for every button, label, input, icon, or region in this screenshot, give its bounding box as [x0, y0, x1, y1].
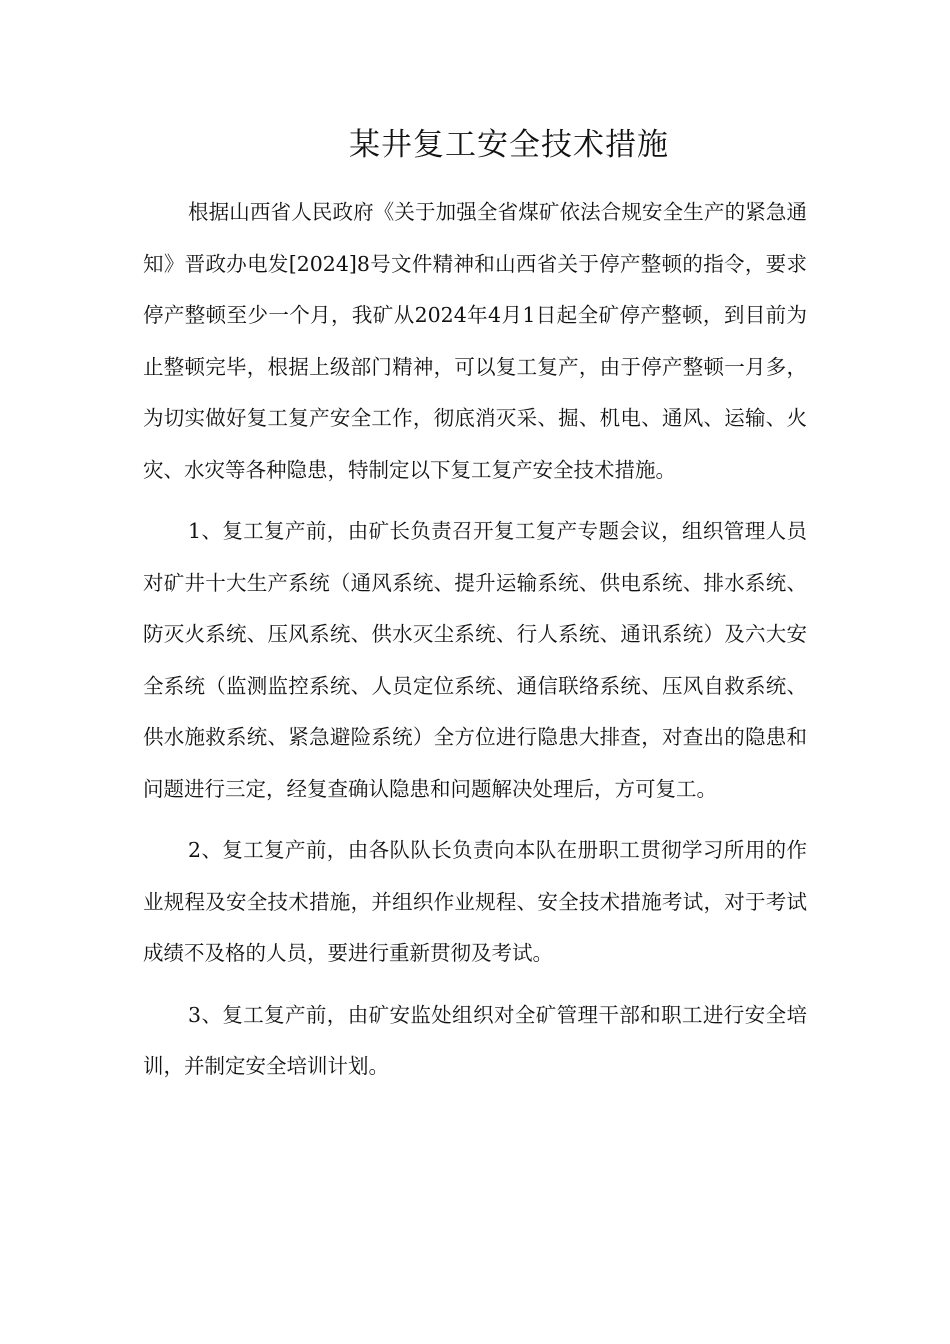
measure-1-paragraph: 1、复工复产前，由矿长负责召开复工复产专题会议，组织管理人员对矿井十大生产系统（通风系统、提升运输系统、供电系统、排水系统、防灭火系统、压风系统、供水灭尘系统、行人系统、通讯系统）及六大安全系统（监测监控系统、人员定位系统、通信联络系统、压风自救系统、供水施救系统、紧急避险系统）全方位进行隐患大排查，对查出的隐患和问题进行三定，经复查确认隐患和问题解决处理后，方可复工。	[143, 519, 807, 801]
measure-2-paragraph: 2、复工复产前，由各队队长负责向本队在册职工贯彻学习所用的作业规程及安全技术措施，并组织作业规程、安全技术措施考试，对于考试成绩不及格的人员，要进行重新贯彻及考试。	[143, 838, 807, 965]
measure-3-paragraph: 3、复工复产前，由矿安监处组织对全矿管理干部和职工进行安全培训，并制定安全培训计划。	[143, 1002, 807, 1078]
intro-paragraph: 根据山西省人民政府《关于加强全省煤矿依法合规安全生产的紧急通知》晋政办电发[2024]8号文件精神和山西省关于停产整顿的指令，要求停产整顿至少一个月，我矿从2024年4月1日起全矿停产整顿，到目前为止整顿完毕，根据上级部门精神，可以复工复产，由于停产整顿一月多，为切实做好复工复产安全工作，彻底消灭采、掘、机电、通风、运输、火灾、水灾等各种隐患，特制定以下复工复产安全技术措施。	[143, 200, 807, 482]
document-title: 某井复工安全技术措施	[349, 127, 669, 163]
document-body	[143, 187, 807, 1103]
